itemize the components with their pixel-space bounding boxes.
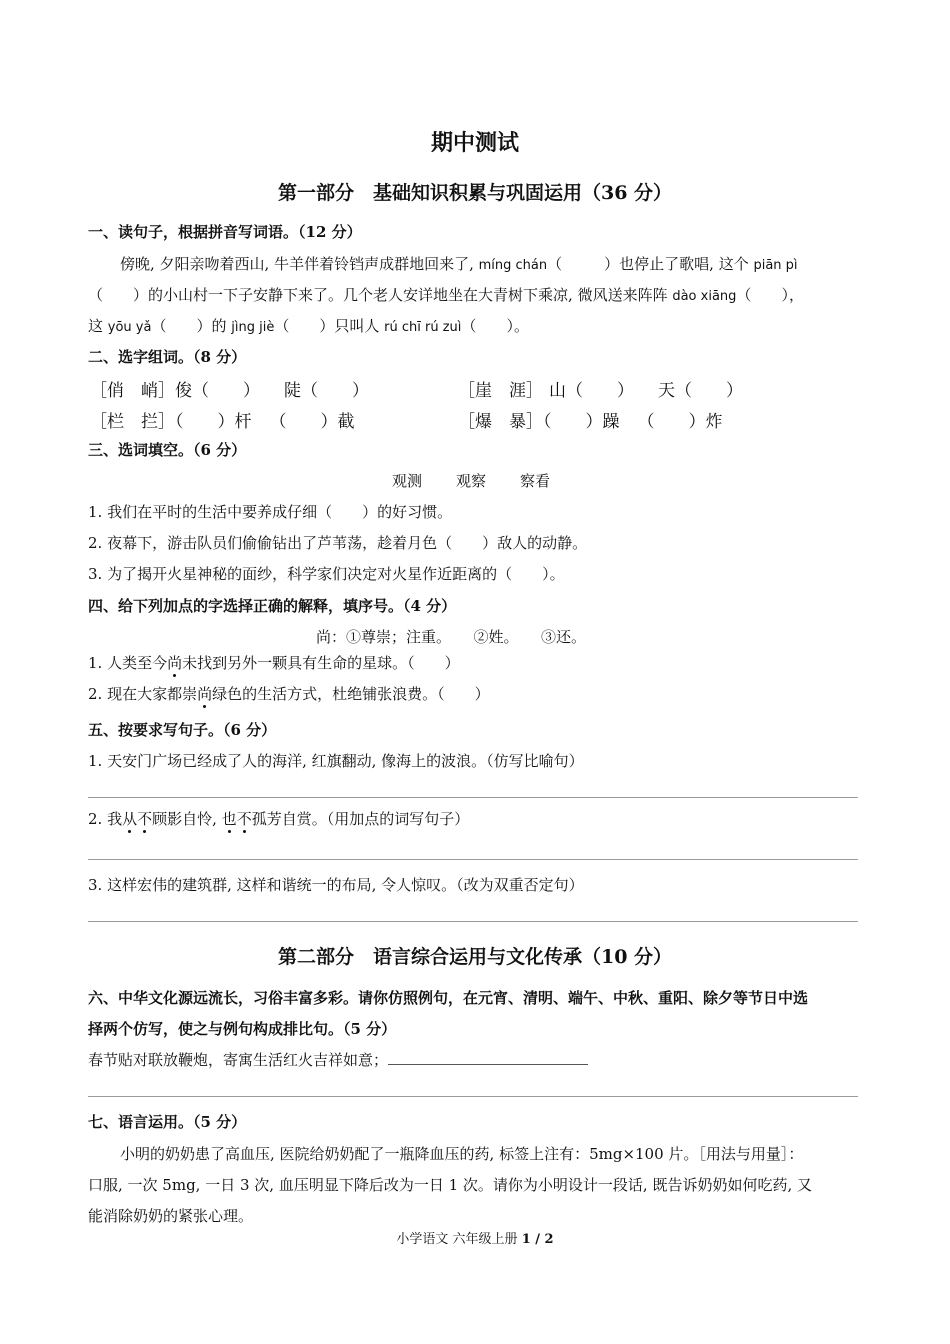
pinyin-mingchan: míng chán	[478, 258, 548, 273]
paren: （	[88, 286, 104, 304]
q7-paragraph-line1: 小明的奶奶患了高血压, 医院给奶奶配了一瓶降血压的药, 标签上注有：5mg×100 片。［用法与用量］：	[120, 1145, 804, 1163]
char-pair: ［俏 峭］	[90, 381, 175, 401]
q4-heading: 四、给下列加点的字选择正确的解释，填序号。（4 分）	[88, 597, 457, 615]
sentence-text: 2. 我	[88, 810, 123, 828]
q1-text: 傍晚, 夕阳亲吻着西山, 牛羊伴着铃铛声成群地回来了,	[120, 255, 479, 273]
answer-line[interactable]	[88, 1096, 858, 1097]
q7-heading: 七、语言运用。（5 分）	[88, 1113, 247, 1131]
page-number: 1 / 2	[521, 1232, 554, 1247]
word-blank[interactable]: 山（ ）	[549, 381, 634, 401]
example-text: 春节贴对联放鞭炮，寄寓生活红火吉祥如意；	[88, 1051, 389, 1069]
pinyin-daoxiang: dào xiāng	[672, 289, 737, 304]
word-option: 观察	[456, 472, 487, 490]
q7-paragraph-line3: 能消除奶奶的紧张心理。	[88, 1207, 254, 1225]
sentence-text: 1. 人类至今	[88, 654, 168, 672]
dotted-char: 不	[137, 810, 153, 828]
paren: （	[547, 255, 563, 273]
answer-line[interactable]	[88, 921, 858, 922]
q4-options: 尚：①尊崇；注重。 ②姓。 ③还。	[316, 628, 587, 646]
q1-line2	[88, 284, 804, 305]
part2-title: 第二部分 语言综合运用与文化传承（10 分）	[277, 946, 673, 968]
word-blank[interactable]: 俊（ ）	[175, 381, 260, 401]
sentence-text: 孤芳自赏。（用加点的词写句子）	[251, 810, 470, 828]
paren: （	[736, 286, 752, 304]
q1-text: 。	[513, 317, 529, 335]
sentence-text: 顾影自怜,	[152, 810, 222, 828]
sentence-text: 绿色的生活方式，杜绝铺张浪费。（ ）	[212, 685, 490, 703]
q6-heading-line2: 择两个仿写，使之与例句构成排比句。（5 分）	[88, 1020, 397, 1038]
q3-sentence-1: 1. 我们在平时的生活中要养成仔细（ ）的好习惯。	[88, 503, 453, 521]
q7-paragraph-line2: 口服, 一次 5mg, 一日 3 次, 血压明显下降后改为一日 1 次。请你为小明设计一段话, 既告诉奶奶如何吃药, 又	[88, 1176, 812, 1194]
q2-group1	[90, 376, 369, 401]
q4-sentence-1	[88, 652, 460, 673]
q2-heading: 二、选字组词。（8 分）	[88, 348, 247, 366]
word-blank[interactable]: （ ）躁	[543, 412, 620, 432]
q3-word-bank	[392, 470, 550, 491]
dotted-char: 不	[236, 810, 252, 828]
paren: （	[151, 317, 167, 335]
answer-line[interactable]	[88, 859, 858, 860]
paren: ）	[196, 317, 212, 335]
q3-heading: 三、选词填空。（6 分）	[88, 441, 247, 459]
word-option: 观测	[392, 472, 423, 490]
sentence-text: 2. 现在大家都崇	[88, 685, 198, 703]
paren: ）	[604, 255, 620, 273]
q5-heading: 五、按要求写句子。（6 分）	[88, 721, 277, 739]
char-pair: ［爆 暴］	[458, 412, 543, 432]
q3-sentence-3: 3. 为了揭开火星神秘的面纱，科学家们决定对火星作近距离的（ ）。	[88, 565, 565, 583]
paren: ）	[133, 286, 149, 304]
word-blank[interactable]: 天（ ）	[658, 381, 743, 401]
pinyin-ruchiruzui: rú chī rú zuì	[384, 320, 462, 335]
dotted-char: 尚	[167, 654, 183, 672]
page-footer	[0, 1228, 950, 1247]
page-title: 期中测试	[430, 130, 519, 156]
pinyin-jingjie: jìng jiè	[231, 320, 275, 335]
char-pair: ［栏 拦］	[90, 412, 175, 432]
q5-sentence-2	[88, 808, 469, 829]
q6-example	[88, 1049, 588, 1070]
q4-sentence-2	[88, 683, 490, 704]
pinyin-youya: yōu yǎ	[107, 320, 152, 335]
paren: （	[274, 317, 290, 335]
q2-group2	[458, 376, 743, 401]
paren: （	[461, 317, 477, 335]
q2-group3	[90, 407, 355, 432]
q2-group4	[458, 407, 723, 432]
q1-line1	[88, 253, 798, 274]
q5-sentence-3: 3. 这样宏伟的建筑群, 这样和谐统一的布局, 令人惊叹。（改为双重否定句）	[88, 876, 584, 894]
answer-underline[interactable]	[388, 1050, 588, 1065]
q3-sentence-2: 2. 夜幕下，游击队员们偷偷钻出了芦苇荡，趁着月色（ ）敌人的动静。	[88, 534, 588, 552]
q1-text: 也停止了歌唱, 这个	[619, 255, 754, 273]
q1-text: 的	[211, 317, 232, 335]
q1-line3	[88, 315, 529, 336]
word-blank[interactable]: 陡（ ）	[284, 381, 369, 401]
q5-sentence-1: 1. 天安门广场已经成了人的海洋, 红旗翻动, 像海上的波浪。（仿写比喻句）	[88, 752, 584, 770]
dotted-char: 也	[221, 810, 237, 828]
q6-heading-line1: 六、中华文化源远流长，习俗丰富多彩。请你仿照例句，在元宵、清明、端午、中秋、重阳、除夕等节日中选	[88, 989, 809, 1007]
answer-line[interactable]	[88, 797, 858, 798]
q1-text: 这	[88, 317, 108, 335]
dotted-char: 尚	[197, 685, 213, 703]
word-option: 察看	[520, 472, 551, 490]
paren: ）	[506, 317, 514, 335]
dotted-char: 从	[122, 810, 138, 828]
paren: ）	[781, 286, 789, 304]
q1-text: 只叫人	[334, 317, 385, 335]
word-blank[interactable]: （ ）杆	[175, 412, 252, 432]
char-pair: ［崖 涯］	[458, 381, 543, 401]
q1-text: 的小山村一下子安静下来了。几个老人安详地坐在大青树下乘凉, 微风送来阵阵	[148, 286, 673, 304]
paren: ）	[319, 317, 335, 335]
footer-text: 小学语文 六年级上册	[396, 1232, 522, 1247]
q1-text: ，	[788, 286, 804, 304]
pinyin-pianpi: piān pì	[753, 258, 798, 273]
sentence-text: 未找到另外一颗具有生命的星球。（ ）	[182, 654, 460, 672]
word-blank[interactable]: （ ）截	[269, 412, 355, 432]
word-blank[interactable]: （ ）炸	[637, 412, 723, 432]
part1-title: 第一部分 基础知识积累与巩固运用（36 分）	[277, 182, 673, 204]
q1-heading: 一、读句子，根据拼音写词语。（12 分）	[88, 223, 362, 241]
